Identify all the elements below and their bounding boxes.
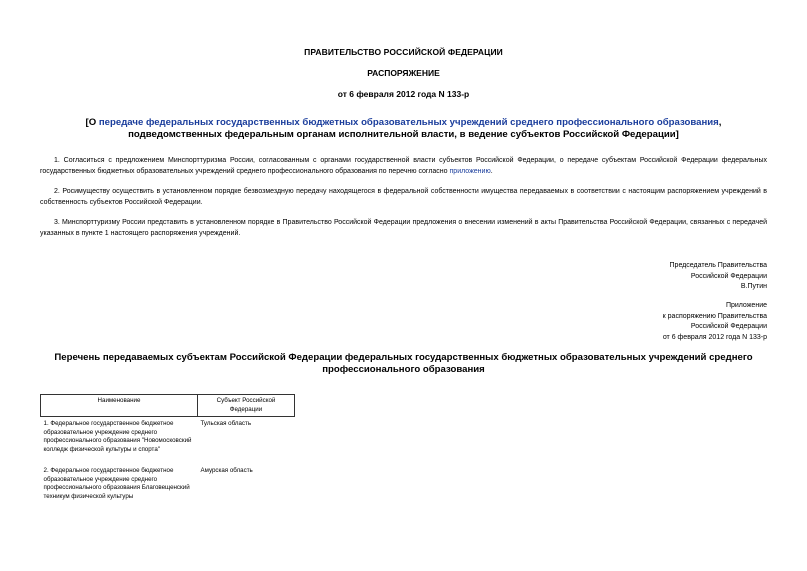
institution-region: Тульская область [200, 420, 252, 427]
institution-name: 2. Федеральное государственное бюджетное образовательное учреждение среднего профессионального образования Благовещенский техникум физической культуры [43, 467, 190, 500]
paragraph-1-end: . [490, 167, 493, 175]
government-heading: ПРАВИТЕЛЬСТВО РОССИЙСКОЙ ФЕДЕРАЦИИ [304, 47, 503, 57]
table-row [41, 464, 295, 511]
signature-line-3: В.Путин [740, 283, 767, 290]
institution-name: 1. Федеральное государственное бюджетное образовательное учреждение среднего профессионального образования "Новомосковский колледж физической культуры и спорта" [43, 420, 192, 453]
title-open: [О [85, 117, 99, 128]
document-date-number: от 6 февраля 2012 года N 133-р [337, 89, 470, 99]
paragraph-2: 2. Росимуществу осуществить в установленном порядке безвозмездную передачу находящегося в федеральной собственности имущества передаваемых в соответствии с настоящим распоряжением учреждений в собственность субъектов Российской Федерации. [40, 188, 767, 206]
column-header-name: Наименование [41, 395, 198, 417]
paragraph-3: 3. Минспорттуризму России представить в установленном порядке в Правительство Российской Федерации предложения о внесении изменений в акты Правительства Российской Федерации, связанных с передачей указанных в пункте 1 настоящего распоряжения учреждений. [40, 219, 767, 237]
appendix-block [567, 301, 767, 343]
institution-region: Амурская область [200, 467, 253, 474]
institutions-table [40, 394, 295, 511]
appendix-link[interactable]: приложению [449, 167, 491, 175]
signature-line-2: Российской Федерации [690, 272, 767, 280]
document-title [40, 117, 767, 141]
title-link[interactable]: передаче федеральных государственных бюджетных образовательных учреждений среднего профессионального образования [98, 117, 719, 128]
table-row [41, 417, 295, 465]
title-rest: , подведомственных федеральным органам исполнительной власти, в ведение субъектов Российской Федерации] [128, 117, 722, 140]
table-header-row [41, 395, 295, 417]
signature-block [567, 261, 767, 293]
signature-line-1: Председатель Правительства [669, 262, 767, 269]
appendix-line-4: от 6 февраля 2012 года N 133-р [662, 333, 767, 341]
document-type: РАСПОРЯЖЕНИЕ [367, 68, 440, 78]
list-title: Перечень передаваемых субъектам Российской Федерации федеральных государственных бюджетных образовательных учреждений среднего профессионального образования [54, 352, 753, 375]
column-header-region: Субъект Российской Федерации [198, 395, 295, 417]
appendix-line-2: к распоряжению Правительства [662, 312, 767, 320]
paragraph-1 [40, 156, 767, 177]
appendix-line-3: Российской Федерации [690, 323, 767, 330]
appendix-line-1: Приложение [725, 302, 767, 309]
paragraph-1-text: 1. Согласиться с предложением Минспорттуризма России, согласованным с органами государственной власти субъектов Российской Федерации, о передаче субъектам Российской Федерации федеральных государственных бюджетных образовательных учреждений среднего профессионального образования по перечню согласно [40, 157, 767, 175]
